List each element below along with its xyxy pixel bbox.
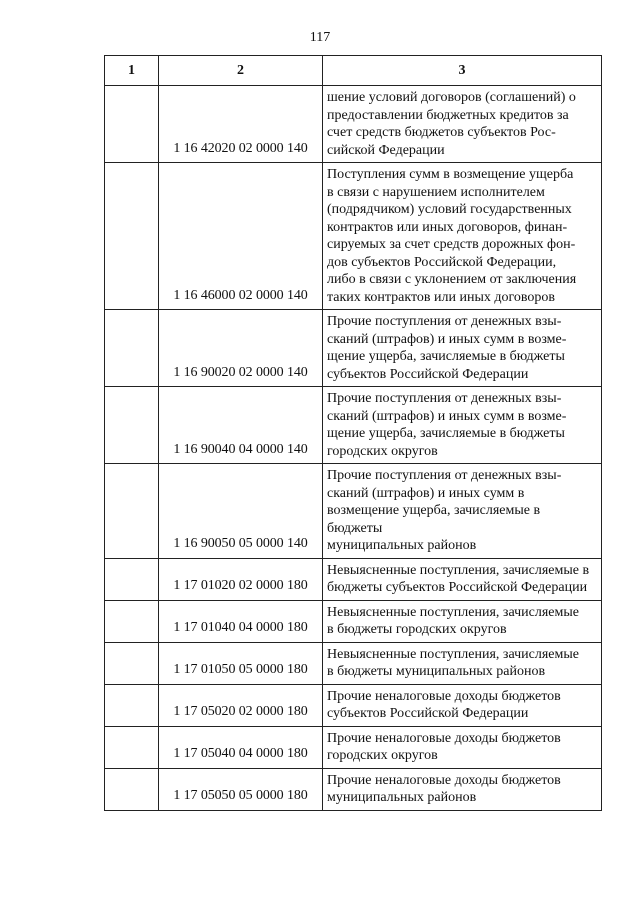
revenue-description-cell — [323, 86, 602, 163]
revenue-code-cell: 1 16 90040 04 0000 140 — [159, 387, 323, 464]
description-line: Прочие неналоговые доходы бюджетов — [327, 772, 561, 788]
description-line: Невыясненные поступления, зачисляемые — [327, 646, 579, 662]
description-line: Поступления сумм в возмещение ущерба — [327, 167, 574, 182]
revenue-description-cell — [323, 163, 602, 310]
row-number-cell — [105, 684, 159, 726]
description-line: возмещение ущерба, зачисляемые в бюджеты — [327, 503, 541, 536]
row-number-cell — [105, 726, 159, 768]
revenue-code-cell: 1 16 46000 02 0000 140 — [159, 163, 323, 310]
description-line: либо в связи с уклонением от заключения — [327, 272, 577, 287]
row-number-cell — [105, 163, 159, 310]
description-line: щение ущерба, зачисляемые в бюджеты — [327, 349, 565, 364]
description-line: сируемых за счет средств дорожных фон- — [327, 237, 576, 252]
table-row — [105, 464, 602, 559]
description-line: щение ущерба, зачисляемые в бюджеты — [327, 426, 565, 441]
description-line: Невыясненные поступления, зачисляемые в — [327, 562, 590, 578]
revenue-description-cell — [323, 642, 602, 684]
revenue-code-cell: 1 17 01050 05 0000 180 — [159, 642, 323, 684]
revenue-code-cell: 1 16 90020 02 0000 140 — [159, 310, 323, 387]
table-row — [105, 600, 602, 642]
revenue-description-cell — [323, 464, 602, 559]
description-line: сканий (штрафов) и иных сумм в возме- — [327, 331, 567, 347]
description-line: (подрядчиком) условий государственных — [327, 202, 572, 217]
description-line: Невыясненные поступления, зачисляемые — [327, 604, 579, 620]
table-row — [105, 310, 602, 387]
revenue-code-cell: 1 17 05050 05 0000 180 — [159, 768, 323, 810]
table-row — [105, 684, 602, 726]
description-line: городских округов — [327, 748, 438, 763]
description-line: таких контрактов или иных договоров — [327, 289, 556, 305]
description-line: контрактов или иных договоров, финан- — [327, 219, 568, 235]
description-line: городских округов — [327, 443, 438, 459]
table-row — [105, 558, 602, 600]
description-line: Прочие неналоговые доходы бюджетов — [327, 730, 561, 746]
row-number-cell — [105, 464, 159, 559]
description-line: муниципальных районов — [327, 790, 477, 805]
page-number: 117 — [309, 30, 331, 45]
table-row — [105, 387, 602, 464]
description-line: бюджеты субъектов Российской Федерации — [327, 580, 588, 595]
table-header-row — [105, 56, 602, 86]
description-line: дов субъектов Российской Федерации, — [327, 254, 557, 270]
row-number-cell — [105, 642, 159, 684]
description-line: шение условий договоров (соглашений) о — [327, 90, 576, 105]
revenue-description-cell — [323, 600, 602, 642]
description-line: в бюджеты муниципальных районов — [327, 664, 546, 679]
revenue-code-cell: 1 16 42020 02 0000 140 — [159, 86, 323, 163]
description-line: муниципальных районов — [327, 538, 477, 553]
revenue-description-cell — [323, 387, 602, 464]
table-row — [105, 768, 602, 810]
description-line: сканий (штрафов) и иных сумм в — [327, 485, 525, 501]
description-line: в связи с нарушением исполнителем — [327, 184, 545, 200]
row-number-cell — [105, 558, 159, 600]
revenue-description-cell — [323, 558, 602, 600]
revenue-description-cell — [323, 684, 602, 726]
description-line: в бюджеты городских округов — [327, 622, 507, 637]
column-header-1: 1 — [105, 56, 159, 86]
description-line: субъектов Российской Федерации — [327, 366, 529, 382]
column-header-2: 2 — [159, 56, 323, 86]
row-number-cell — [105, 768, 159, 810]
revenue-code-cell: 1 17 05040 04 0000 180 — [159, 726, 323, 768]
revenue-code-cell: 1 16 90050 05 0000 140 — [159, 464, 323, 559]
table-row — [105, 86, 602, 163]
description-line: Прочие поступления от денежных взы- — [327, 391, 562, 406]
revenue-code-cell: 1 17 01040 04 0000 180 — [159, 600, 323, 642]
revenue-description-cell — [323, 310, 602, 387]
description-line: счет средств бюджетов субъектов Рос- — [327, 125, 556, 140]
row-number-cell — [105, 600, 159, 642]
revenue-description-cell — [323, 726, 602, 768]
table-body — [105, 56, 602, 811]
description-line: сканий (штрафов) и иных сумм в возме- — [327, 408, 567, 424]
revenue-code-cell: 1 17 05020 02 0000 180 — [159, 684, 323, 726]
description-line: Прочие поступления от денежных взы- — [327, 468, 562, 483]
table-row — [105, 642, 602, 684]
description-line: субъектов Российской Федерации — [327, 706, 529, 721]
table-row — [105, 163, 602, 310]
row-number-cell — [105, 387, 159, 464]
description-line: сийской Федерации — [327, 142, 445, 158]
row-number-cell — [105, 86, 159, 163]
table-row — [105, 726, 602, 768]
row-number-cell — [105, 310, 159, 387]
description-line: Прочие поступления от денежных взы- — [327, 314, 562, 329]
revenue-description-cell — [323, 768, 602, 810]
description-line: предоставлении бюджетных кредитов за — [327, 107, 569, 123]
description-line: Прочие неналоговые доходы бюджетов — [327, 688, 561, 704]
budget-revenue-table — [104, 55, 602, 811]
revenue-code-cell: 1 17 01020 02 0000 180 — [159, 558, 323, 600]
column-header-3: 3 — [323, 56, 602, 86]
